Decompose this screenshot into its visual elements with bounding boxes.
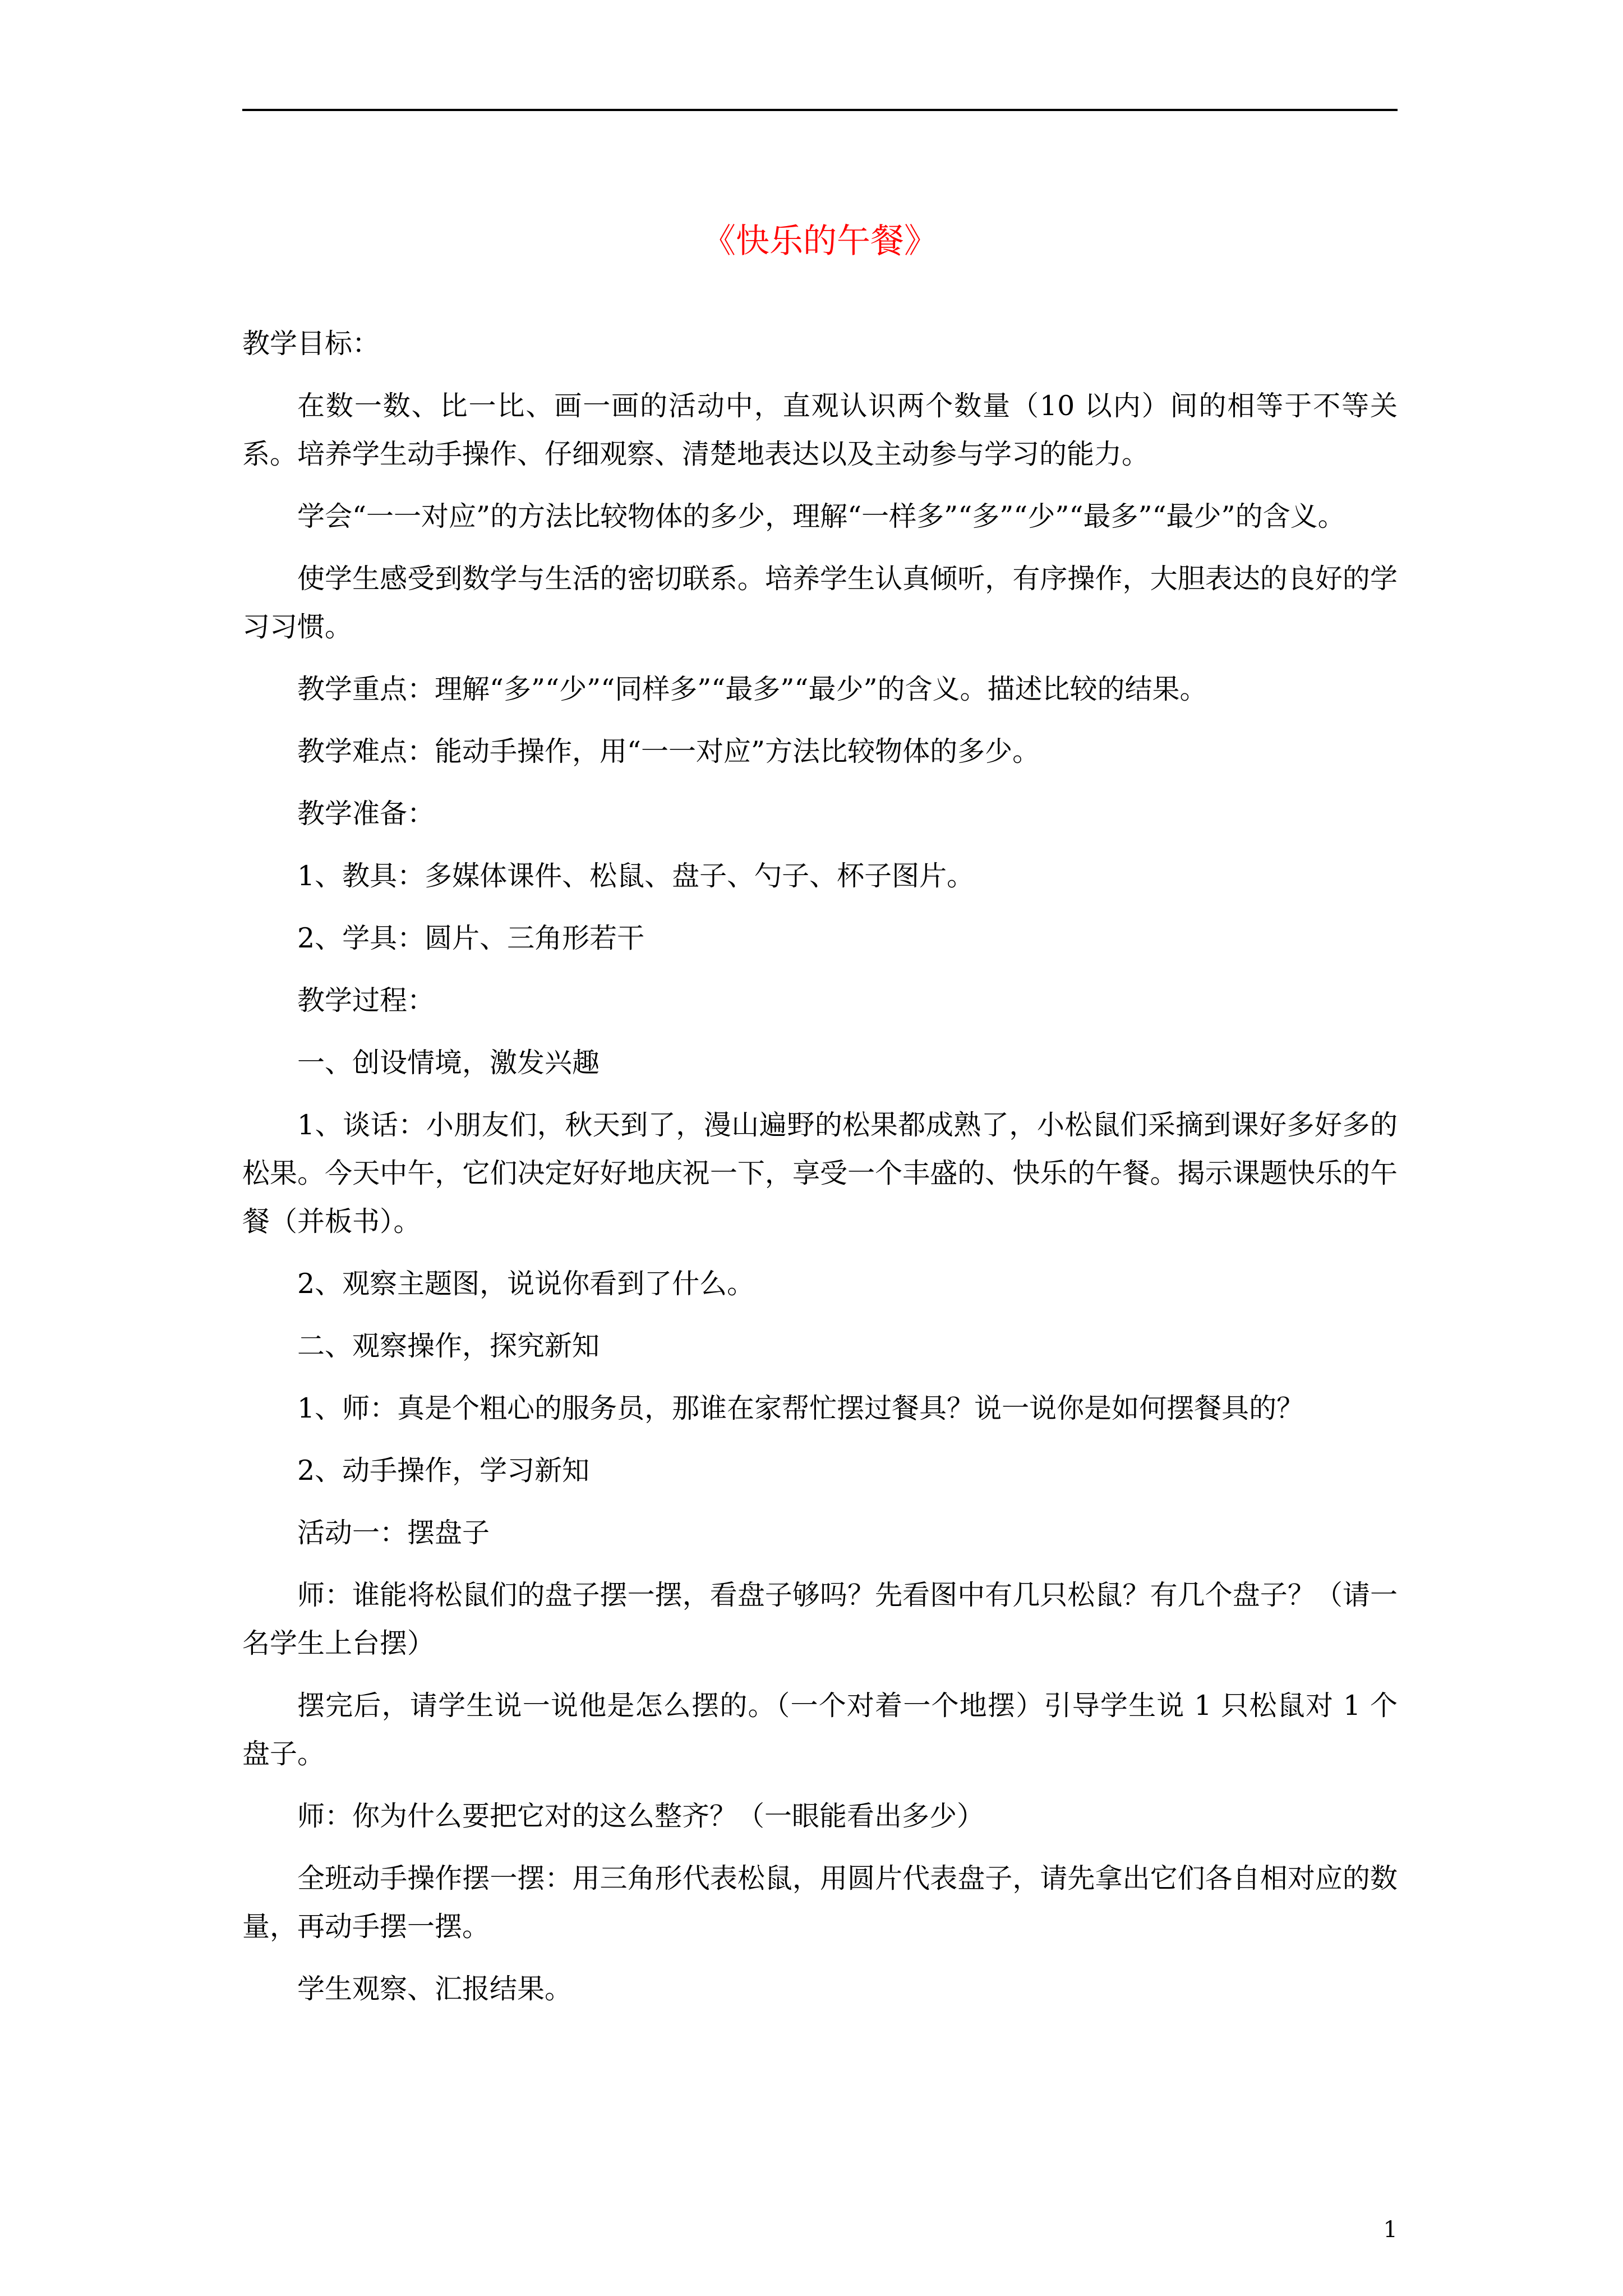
paragraph: 摆完后，请学生说一说他是怎么摆的。（一个对着一个地摆）引导学生说 1 只松鼠对 1 个盘子。 xyxy=(242,1690,1398,1770)
paragraph: 学会“一一对应”的方法比较物体的多少，理解“一样多”“多”“少”“最多”“最少”的含义。 xyxy=(297,500,1345,532)
page-number: 1 xyxy=(1383,2217,1398,2243)
paragraph-difficulties: 教学难点：能动手操作，用“一一对应”方法比较物体的多少。 xyxy=(297,735,1040,767)
activity-heading: 活动一：摆盘子 xyxy=(297,1517,490,1549)
paragraph: 使学生感受到数学与生活的密切联系。培养学生认真倾听，有序操作，大胆表达的良好的学习习惯。 xyxy=(242,563,1398,643)
paragraph-process: 教学过程： xyxy=(297,984,435,1016)
list-item: 1、谈话：小朋友们，秋天到了，漫山遍野的松果都成熟了，小松鼠们采摘到课好多好多的松果。今天中午，它们决定好好地庆祝一下，享受一个丰盛的、快乐的午餐。揭示课题快乐的午餐（并板书）。 xyxy=(242,1109,1398,1237)
paragraph: 全班动手操作摆一摆：用三角形代表松鼠，用圆片代表盘子，请先拿出它们各自相对应的数量，再动手摆一摆。 xyxy=(242,1862,1398,1943)
paragraph: 学生观察、汇报结果。 xyxy=(297,1973,573,2005)
paragraph: 师：你为什么要把它对的这么整齐？（一眼能看出多少） xyxy=(297,1800,985,1832)
list-item: 2、学具：圆片、三角形若干 xyxy=(297,922,645,954)
list-item: 1、师：真是个粗心的服务员，那谁在家帮忙摆过餐具？说一说你是如何摆餐具的？ xyxy=(297,1392,1304,1424)
list-item: 2、观察主题图，说说你看到了什么。 xyxy=(297,1268,755,1300)
paragraph: 在数一数、比一比、画一画的活动中，直观认识两个数量（10 以内）间的相等于不等关系。培养学生动手操作、仔细观察、清楚地表达以及主动参与学习的能力。 xyxy=(242,390,1398,470)
paragraph-preparation: 教学准备： xyxy=(297,798,435,830)
paragraph-key-points: 教学重点：理解“多”“少”“同样多”“最多”“最少”的含义。描述比较的结果。 xyxy=(297,673,1207,705)
section-heading: 一、创设情境，激发兴趣 xyxy=(297,1047,600,1079)
list-item: 2、动手操作，学习新知 xyxy=(297,1455,590,1487)
section-heading-objectives: 教学目标： xyxy=(242,328,380,360)
header-rule xyxy=(242,109,1398,111)
list-item: 1、教具：多媒体课件、松鼠、盘子、勺子、杯子图片。 xyxy=(297,860,975,892)
document-title: 《快乐的午餐》 xyxy=(702,222,938,261)
section-heading: 二、观察操作，探究新知 xyxy=(297,1330,600,1362)
paragraph: 师：谁能将松鼠们的盘子摆一摆，看盘子够吗？先看图中有几只松鼠？有几个盘子？（请一名学生上台摆） xyxy=(242,1579,1398,1659)
document-body xyxy=(242,320,1398,2027)
